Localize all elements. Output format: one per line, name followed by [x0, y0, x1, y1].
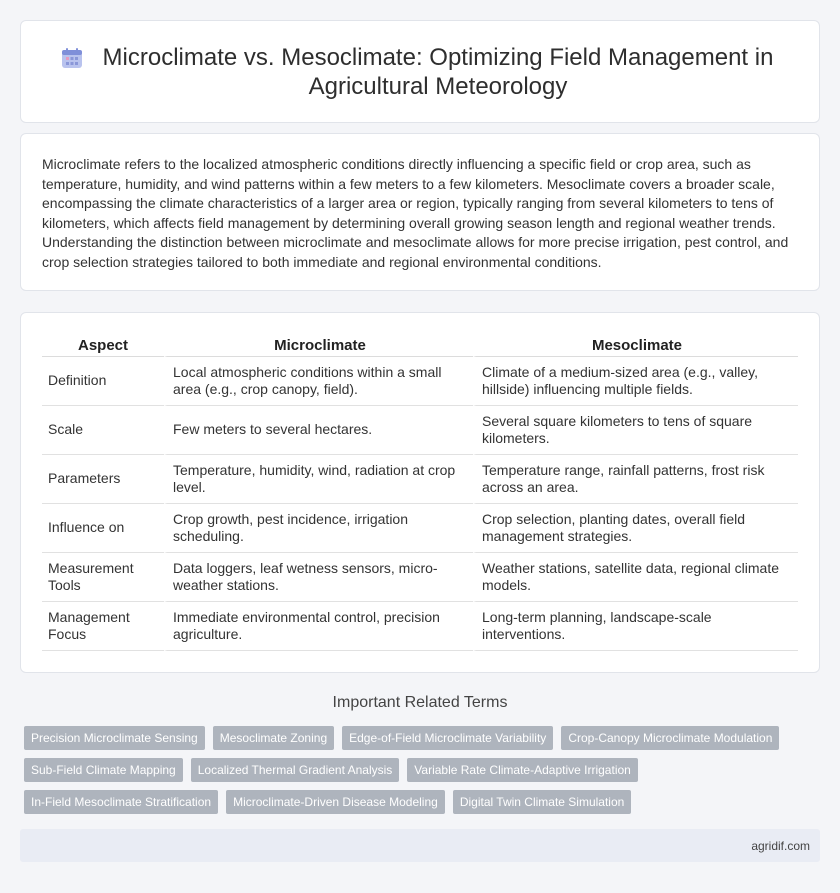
table-row — [42, 357, 798, 406]
cell-aspect: Scale — [42, 406, 164, 455]
footer — [20, 829, 820, 862]
tag-row — [24, 790, 814, 814]
table-row — [42, 504, 798, 553]
header-mesoclimate: Mesoclimate — [473, 331, 798, 357]
cell-microclimate: Local atmospheric conditions within a small area (e.g., crop canopy, field). — [164, 357, 473, 406]
table-row — [42, 406, 798, 455]
header-microclimate: Microclimate — [164, 331, 473, 357]
related-terms-heading: Important Related Terms — [332, 694, 508, 711]
intro-card — [20, 133, 820, 291]
cell-aspect: Management Focus — [42, 602, 164, 651]
related-term-tag[interactable]: Digital Twin Climate Simulation — [453, 790, 632, 814]
related-term-tag[interactable]: Variable Rate Climate-Adaptive Irrigation — [407, 758, 638, 782]
cell-aspect: Parameters — [42, 455, 164, 504]
cell-mesoclimate: Crop selection, planting dates, overall field management strategies. — [473, 504, 798, 553]
cell-microclimate: Immediate environmental control, precision agriculture. — [164, 602, 473, 651]
comparison-card — [20, 312, 820, 673]
tag-row — [24, 726, 814, 750]
related-term-tag[interactable]: Sub-Field Climate Mapping — [24, 758, 183, 782]
cell-microclimate: Temperature, humidity, wind, radiation at crop level. — [164, 455, 473, 504]
related-term-tag[interactable]: In-Field Mesoclimate Stratification — [24, 790, 218, 814]
cell-mesoclimate: Long-term planning, landscape-scale interventions. — [473, 602, 798, 651]
cell-microclimate: Crop growth, pest incidence, irrigation scheduling. — [164, 504, 473, 553]
related-term-tag[interactable]: Mesoclimate Zoning — [213, 726, 334, 750]
related-term-tag[interactable]: Microclimate-Driven Disease Modeling — [226, 790, 445, 814]
related-term-tag[interactable]: Edge-of-Field Microclimate Variability — [342, 726, 553, 750]
footer-site-link[interactable]: agridif.com — [751, 839, 810, 853]
cell-microclimate: Few meters to several hectares. — [164, 406, 473, 455]
table-header-row — [42, 331, 798, 357]
comparison-table — [42, 331, 798, 651]
related-term-tag[interactable]: Crop-Canopy Microclimate Modulation — [561, 726, 779, 750]
cell-aspect: Influence on — [42, 504, 164, 553]
related-term-tag[interactable]: Localized Thermal Gradient Analysis — [191, 758, 400, 782]
tag-row — [24, 758, 814, 782]
cell-mesoclimate: Temperature range, rainfall patterns, frost risk across an area. — [473, 455, 798, 504]
cell-mesoclimate: Weather stations, satellite data, regional climate models. — [473, 553, 798, 602]
title-card — [20, 20, 820, 123]
table-row — [42, 455, 798, 504]
header-aspect: Aspect — [42, 331, 164, 357]
table-row — [42, 553, 798, 602]
cell-mesoclimate: Several square kilometers to tens of square kilometers. — [473, 406, 798, 455]
table-row — [42, 602, 798, 651]
cell-microclimate: Data loggers, leaf wetness sensors, micro-weather stations. — [164, 553, 473, 602]
cell-aspect: Measurement Tools — [42, 553, 164, 602]
related-terms-list — [24, 726, 814, 822]
cell-mesoclimate: Climate of a medium-sized area (e.g., valley, hillside) influencing multiple fields. — [473, 357, 798, 406]
related-term-tag[interactable]: Precision Microclimate Sensing — [24, 726, 205, 750]
intro-paragraph: Microclimate refers to the localized atmospheric conditions directly influencing a specific field or crop area, such as temperature, humidity, and wind patterns within a few meters to a few kilometers. Mesoclimate covers a broader scale, encompassing the climate characteristics of a larger area or region, typically ranging from several kilometers to tens of kilometers, which affects field management by determining overall growing season length and regional weather trends. Understanding the distinction between microclimate and mesoclimate allows for more precise irrigation, pest control, and crop selection strategies tailored to both immediate and regional environmental conditions. — [42, 156, 789, 270]
cell-aspect: Definition — [42, 357, 164, 406]
page-title: Microclimate vs. Mesoclimate: Optimizing Field Management in Agricultural Meteorology — [102, 44, 774, 100]
